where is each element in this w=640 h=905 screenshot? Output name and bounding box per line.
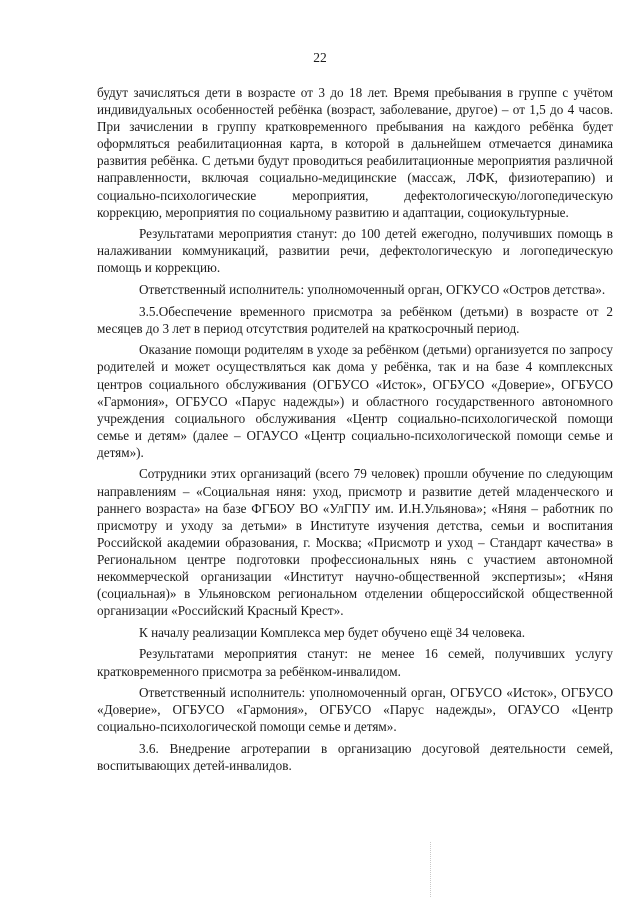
page-number: 22 xyxy=(313,50,327,65)
paragraph-results-3-5: Результатами мероприятия станут: не менее 16 семей, получивших услугу кратковременного присмотра за ребёнком-инвалидом. xyxy=(97,646,613,679)
paragraph-section-3-6-heading: 3.6. Внедрение агротерапии в организацию досуговой деятельности семей, воспитывающих детей-инвалидов. xyxy=(97,740,613,773)
paragraph-continuation: будут зачисляться дети в возрасте от 3 до 18 лет. Время пребывания в группе с учётом индивидуальных особенностей ребёнка (возраст, заболевание, другое) – от 1,5 до 4 часов. При зачислении в группу кратковременного пребывания на каждого ребёнка будет оформляться реабилитационная карта, в которой в дальнейшем отмечается динамика развития ребёнка. С детьми будут проводиться реабилитационные мероприятия различной направленности, включая социально-медицинские (массаж, ЛФК, физиотерапию) и социально-психологические мероприятия, дефектологическую/логопедическую коррекцию, мероприятия по социальному развитию и адаптации, социокультурные. xyxy=(97,85,613,220)
paragraph-results-3-4: Результатами мероприятия станут: до 100 детей ежегодно, получивших помощь в налаживании коммуникаций, развитии речи, дефектологическую и логопедическую помощь и коррекцию. xyxy=(97,226,613,276)
paragraph-responsible-3-5: Ответственный исполнитель: уполномоченный орган, ОГБУСО «Исток», ОГБУСО «Доверие», ОГБУСО «Гармония», ОГБУСО «Парус надежды», ОГАУСО «Центр социально-психологической помощи семье и детям». xyxy=(97,685,613,735)
paragraph-responsible-3-4: Ответственный исполнитель: уполномоченный орган, ОГКУСО «Остров детства». xyxy=(139,282,606,298)
scan-artifact-line xyxy=(430,842,431,897)
paragraph-staff-training: Сотрудники этих организаций (всего 79 человек) прошли обучение по следующим направлениям – «Социальная няня: уход, присмотр и развитие детей младенческого и раннего возраста» на базе ФГБОУ ВО «УлГПУ им. И.Н.Ульянова»; «Няня – работник по присмотру и уходу за детьми» в Институте изучения детства, семьи и воспитания Российской академии образования, г. Москва; «Присмотр и уход – Стандарт качества» в Региональном центре подготовки профессиональных нянь с участием автономной некоммерческой организации «Институт научно-общественной экспертизы»; «Няня (социальная)» в Ульяновском региональном отделении общероссийской общественной организации «Российский Красный Крест». xyxy=(97,466,613,619)
paragraph-section-3-5-heading: 3.5.Обеспечение временного присмотра за ребёнком (детьми) в возрасте от 2 месяцев до 3 лет в период отсутствия родителей на краткосрочный период. xyxy=(97,303,613,336)
paragraph-parent-help: Оказание помощи родителям в уходе за ребёнком (детьми) организуется по запросу родителей и может осуществляться как дома у ребёнка, так и на базе 4 комплексных центров социального обслуживания (ОГБУСО «Исток», ОГБУСО «Доверие», ОГБУСО «Гармония», ОГБУСО «Парус надежды») и областного государственного автономного учреждения социального обслуживания «Центр социально-психологической помощи семье и детям» (далее – ОГАУСО «Центр социально-психологической помощи семье и детям»). xyxy=(97,342,613,460)
paragraph-additional-training: К началу реализации Комплекса мер будет обучено ещё 34 человека. xyxy=(139,624,526,640)
document-body xyxy=(97,84,613,779)
